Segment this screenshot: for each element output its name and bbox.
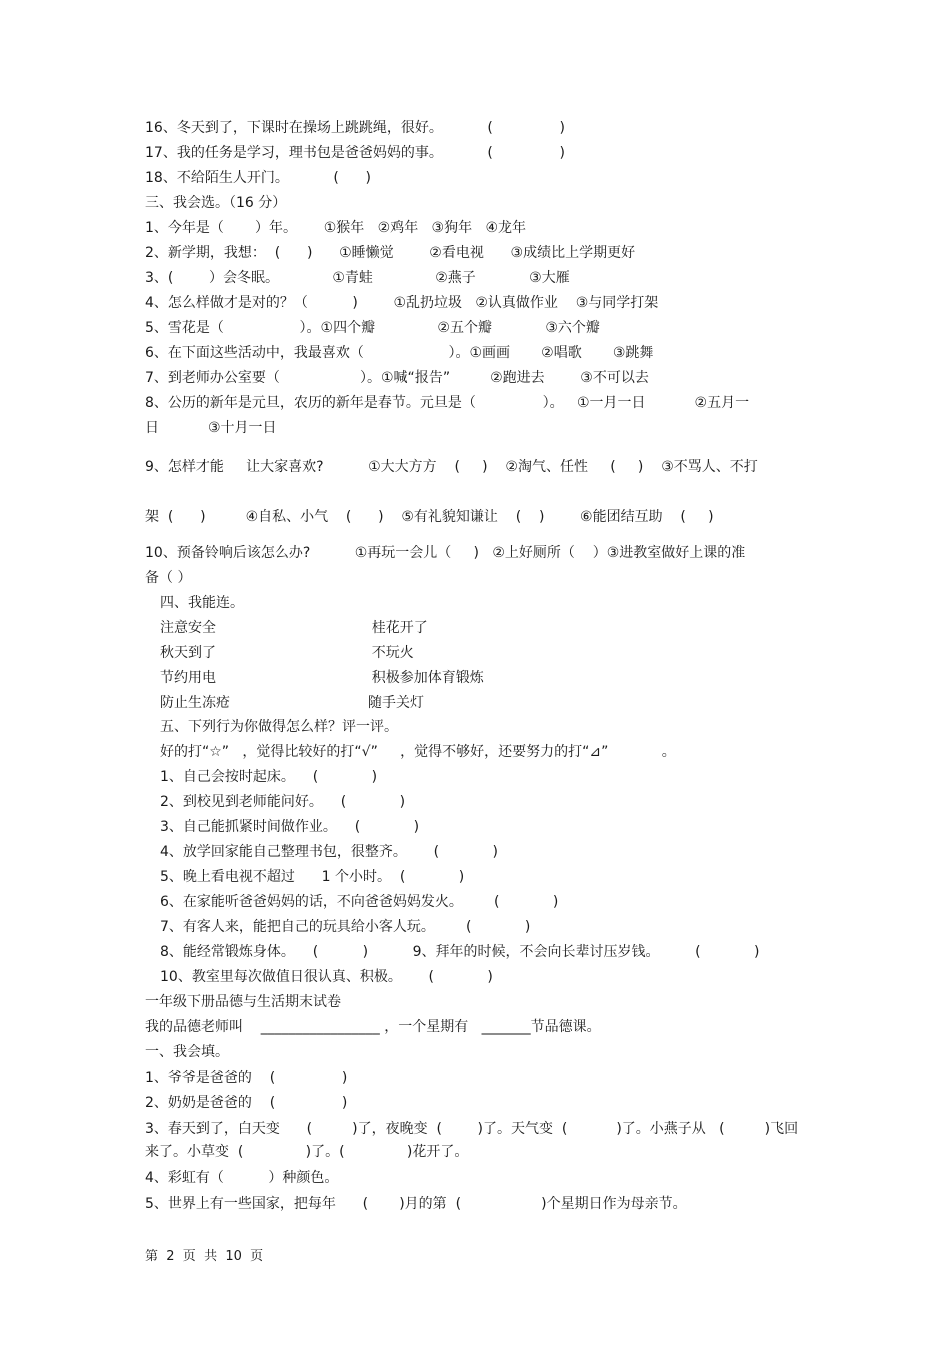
choice-item-10: 10、预备铃响后该怎么办? ①再玩一会儿（ ) ②上好厕所（ ）③进教室做好上课的准 bbox=[145, 545, 746, 561]
true-false-item-17: 17、我的任务是学习，理书包是爸爸妈妈的事。 ( ) bbox=[145, 145, 565, 161]
rating-item-7: 7、有客人来，能把自己的玩具给小客人玩。 ( ) bbox=[160, 919, 531, 935]
fill-item-3-continued: 来了。小草变 ( )了。( )花开了。 bbox=[145, 1144, 469, 1160]
choice-item-8: 8、公历的新年是元旦，农历的新年是春节。元旦是（ ）。 ①一月一日 ②五月一 bbox=[145, 395, 750, 411]
rating-item-3: 3、自己能抓紧时间做作业。 ( ) bbox=[160, 819, 420, 835]
choice-item-3: 3、( ）会冬眠。 ①青蛙 ②燕子 ③大雁 bbox=[145, 270, 570, 286]
fill-item-1: 1、爷爷是爸爸的 ( ) bbox=[145, 1070, 348, 1086]
rating-item-8-9: 8、能经常锻炼身体。 ( ) 9、拜年的时候，不会向长辈讨压岁钱。 ( ) bbox=[160, 944, 760, 960]
choice-item-6: 6、在下面这些活动中，我最喜欢（ ）。①画画 ②唱歌 ③跳舞 bbox=[145, 345, 654, 361]
rating-instructions: 好的打“☆” ，觉得比较好的打“√” ，觉得不够好，还要努力的打“⊿” 。 bbox=[160, 744, 676, 760]
fill-item-4: 4、彩虹有（ ）种颜色。 bbox=[145, 1170, 339, 1186]
choice-item-5: 5、雪花是（ ）。①四个瓣 ②五个瓣 ③六个瓣 bbox=[145, 320, 600, 336]
choice-item-4: 4、怎么样做才是对的？（ ) ①乱扔垃圾 ②认真做作业 ③与同学打架 bbox=[145, 295, 659, 311]
choice-item-10-continued: 备（ ） bbox=[145, 570, 192, 586]
rating-item-4: 4、放学回家能自己整理书包，很整齐。 ( ) bbox=[160, 844, 498, 860]
section-four-heading: 四、我能连。 bbox=[160, 595, 244, 611]
fill-item-2: 2、奶奶是爸爸的 ( ) bbox=[145, 1095, 348, 1111]
rating-item-10: 10、教室里每次做值日很认真、积极。 ( ) bbox=[160, 969, 493, 985]
matching-row-1: 注意安全 桂花开了 bbox=[160, 620, 428, 636]
true-false-item-18: 18、不给陌生人开门。 ( ) bbox=[145, 170, 371, 186]
section-three-heading: 三、我会选。（16 分） bbox=[145, 195, 287, 211]
matching-row-2: 秋天到了 不玩火 bbox=[160, 645, 414, 661]
fill-item-5: 5、世界上有一些国家，把每年 ( )月的第 ( )个星期日作为母亲节。 bbox=[145, 1196, 687, 1212]
section-five-heading: 五、下列行为你做得怎么样？评一评。 bbox=[160, 719, 398, 735]
choice-item-9-continued: 架 ( ) ④自私、小气 ( ) ⑤有礼貌知谦让 ( ) ⑥能团结互助 ( ) bbox=[145, 509, 714, 525]
exam-title: 一年级下册品德与生活期末试卷 bbox=[145, 994, 341, 1010]
page-footer: 第 2 页 共 10 页 bbox=[145, 1249, 264, 1264]
choice-item-8-continued: 日 ③十月一日 bbox=[145, 420, 277, 436]
choice-item-9: 9、怎样才能 让大家喜欢? ①大大方方 ( ) ②淘气、任性 ( ) ③不骂人、不打 bbox=[145, 459, 758, 475]
rating-item-6: 6、在家能听爸爸妈妈的话，不向爸爸妈妈发火。 ( ) bbox=[160, 894, 559, 910]
rating-item-1: 1、自己会按时起床。 ( ) bbox=[160, 769, 378, 785]
true-false-item-16: 16、冬天到了，下课时在操场上跳跳绳，很好。 ( ) bbox=[145, 120, 565, 136]
choice-item-7: 7、到老师办公室要（ ）。①喊“报告” ②跑进去 ③不可以去 bbox=[145, 370, 649, 386]
rating-item-2: 2、到校见到老师能问好。 ( ) bbox=[160, 794, 406, 810]
rating-item-5: 5、晚上看电视不超过 1 个小时。 ( ) bbox=[160, 869, 465, 885]
matching-row-3: 节约用电 积极参加体育锻炼 bbox=[160, 670, 484, 686]
matching-row-4: 防止生冻疮 随手关灯 bbox=[160, 695, 424, 711]
choice-item-1: 1、今年是（ ）年。 ①猴年 ②鸡年 ③狗年 ④龙年 bbox=[145, 220, 527, 236]
teacher-line: 我的品德老师叫 _________________ ，一个星期有 _______节品德课。 bbox=[145, 1019, 601, 1035]
section-one-heading: 一、我会填。 bbox=[145, 1044, 229, 1060]
fill-item-3: 3、春天到了，白天变 ( )了，夜晚变 ( )了。天气变 ( )了。小燕子从 ( )飞回 bbox=[145, 1121, 799, 1137]
choice-item-2: 2、新学期，我想： ( ) ①睡懒觉 ②看电视 ③成绩比上学期更好 bbox=[145, 245, 636, 261]
